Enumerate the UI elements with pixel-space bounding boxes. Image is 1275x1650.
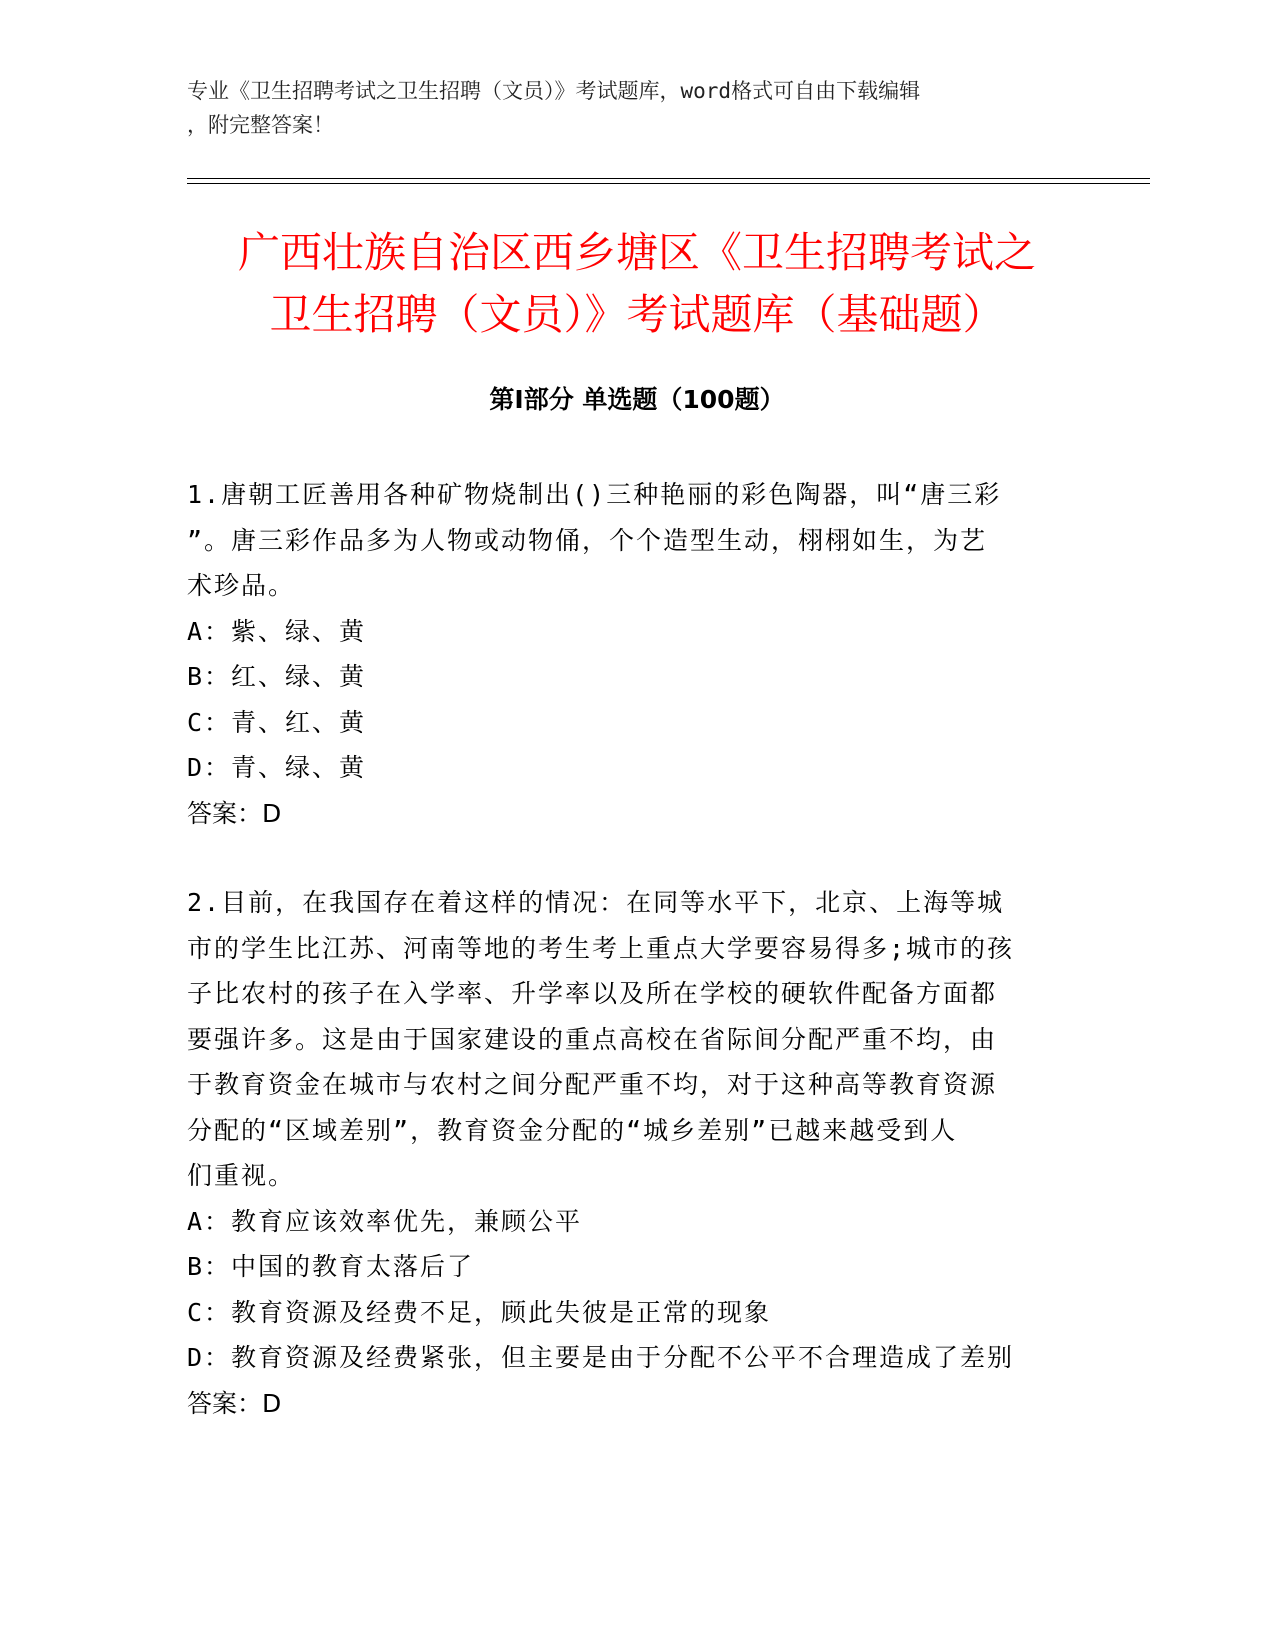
question-stem-line: ”。唐三彩作品多为人物或动物俑，个个造型生动，栩栩如生，为艺 (187, 525, 988, 555)
answer-line: 答案：D (187, 1388, 282, 1418)
document-title-line-2: 卫生招聘（文员）》考试题库（基础题） (269, 290, 1005, 339)
question-stem-line: 2.目前，在我国存在着这样的情况：在同等水平下，北京、上海等城 (187, 888, 1005, 917)
header-divider-bottom (187, 183, 1150, 184)
document-title-line-1: 广西壮族自治区西乡塘区《卫生招聘考试之 (237, 228, 1036, 277)
document-title (187, 222, 1087, 346)
option-c: C：青、红、黄 (187, 707, 367, 737)
answer-line: 答案：D (187, 798, 282, 828)
question-stem-line: 要强许多。这是由于国家建设的重点高校在省际间分配严重不均，由 (187, 1024, 998, 1054)
question-stem-line: 于教育资金在城市与农村之间分配严重不均，对于这种高等教育资源 (187, 1070, 998, 1099)
option-b: B：中国的教育太落后了 (187, 1252, 475, 1281)
question-item (187, 472, 1082, 836)
question-stem-line: 术珍品。 (187, 571, 296, 600)
header-note-line-2: ，附完整答案！ (187, 113, 334, 137)
section-heading: 第Ⅰ部分 单选题（100题） (489, 385, 785, 414)
option-c: C：教育资源及经费不足，顾此失彼是正常的现象 (187, 1297, 772, 1327)
question-stem-line: 们重视。 (187, 1161, 296, 1190)
option-b: B：红、绿、黄 (187, 662, 367, 691)
option-a: A：教育应该效率优先，兼顾公平 (187, 1206, 583, 1236)
question-item (187, 880, 1082, 1426)
option-d: D：教育资源及经费紧张，但主要是由于分配不公平不合理造成了差别 (187, 1343, 1015, 1372)
header-note-line-1: 专业《卫生招聘考试之卫生招聘（文员）》考试题库，word格式可自由下载编辑 (187, 79, 921, 103)
question-stem-line: 分配的“区域差别”，教育资金分配的“城乡差别”已越来越受到人 (187, 1115, 958, 1145)
option-d: D：青、绿、黄 (187, 753, 367, 782)
option-a: A：紫、绿、黄 (187, 616, 367, 646)
question-stem-line: 1.唐朝工匠善用各种矿物烧制出()三种艳丽的彩色陶器，叫“唐三彩 (187, 480, 1002, 509)
question-stem-line: 市的学生比江苏、河南等地的考生考上重点大学要容易得多;城市的孩 (187, 933, 1015, 963)
question-stem-line: 子比农村的孩子在入学率、升学率以及所在学校的硬软件配备方面都 (187, 979, 998, 1008)
header-divider-top (187, 178, 1150, 179)
header-note (187, 74, 1087, 142)
